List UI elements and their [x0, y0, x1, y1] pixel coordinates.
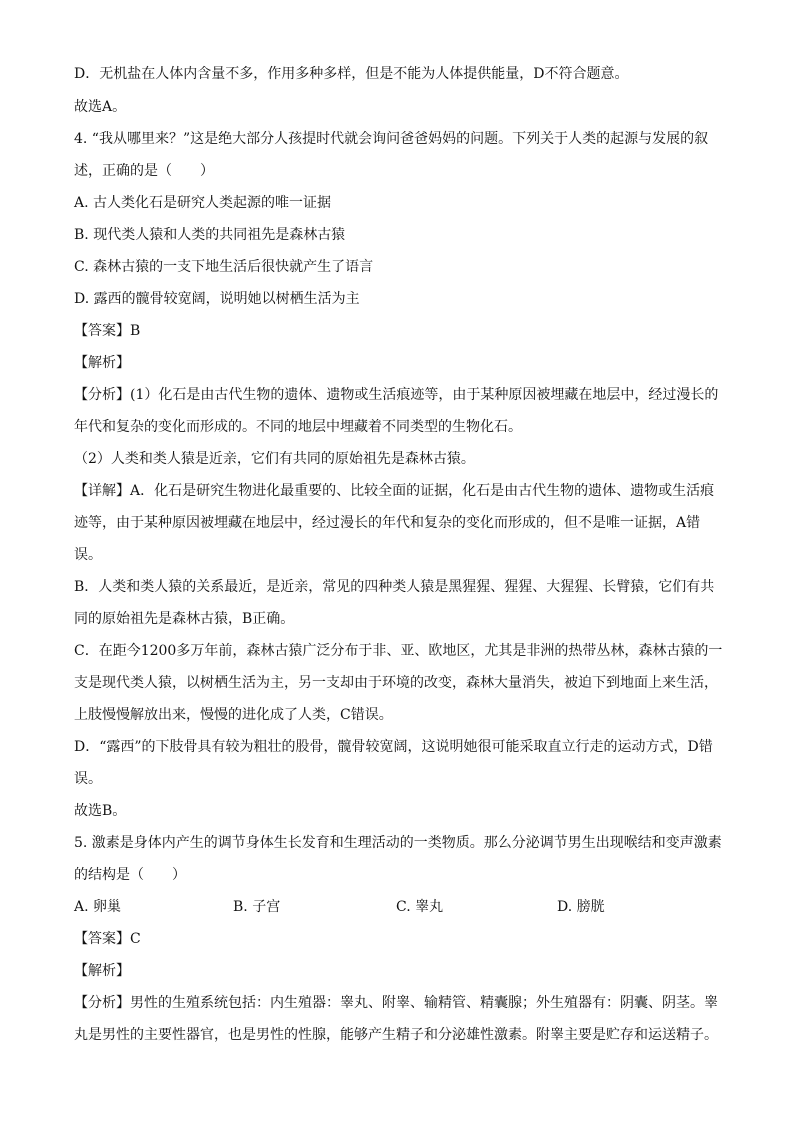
text-line: 【详解】A．化石是研究生物进化最重要的、比较全面的证据，化石是由古代生物的遗体、遗物或生活痕: [74, 483, 715, 499]
option-c: C. 森林古猿的一支下地生活后很快就产生了语言: [74, 259, 374, 275]
q5-option-c: C. 睾丸: [396, 899, 444, 915]
question-4-stem: 4. “我从哪里来？”这是绝大部分人孩提时代就会询问爸爸妈妈的问题。下列关于人类的起源与发展的叙: [74, 131, 709, 147]
text-line: 支是现代类人猿，以树栖生活为主，另一支却由于环境的改变，森林大量消失，被迫下到地面上来生活，: [74, 675, 718, 691]
text-line: B．人类和类人猿的关系最近，是近亲，常见的四种类人猿是黑猩猩、猩猩、大猩猩、长臂猿，它们有共: [74, 579, 715, 595]
text-line: 丸是男性的主要性器官，也是男性的性腺，能够产生精子和分泌雄性激素。附睾主要是贮存和运送精子。: [74, 1027, 718, 1043]
text-line: 迹等，由于某种原因被埋藏在地层中，经过漫长的年代和复杂的变化而形成的，但不是唯一证据，A错: [74, 515, 701, 531]
option-a: A. 古人类化石是研究人类起源的唯一证据: [74, 195, 332, 211]
text-line: 上肢慢慢解放出来，慢慢的进化成了人类，C错误。: [74, 707, 393, 723]
text-line: 误。: [74, 547, 102, 563]
text-line: 【分析】男性的生殖系统包括：内生殖器：睾丸、附睾、输精管、精囊腺；外生殖器有：阴囊、阴茎。睾: [74, 995, 718, 1011]
analysis-label: 【解析】: [74, 963, 130, 979]
text-line: 故选B。: [74, 803, 127, 819]
question-5-stem: 5. 激素是身体内产生的调节身体生长发育和生理活动的一类物质。那么分泌调节男生出现喉结和变声激素: [74, 835, 722, 851]
text-line: D．无机盐在人体内含量不多，作用多种多样，但是不能为人体提供能量，D不符合题意。: [74, 66, 629, 82]
text-line: （2）人类和类人猿是近亲，它们有共同的原始祖先是森林古猿。: [74, 451, 475, 467]
text-line: 述，正确的是（ ）: [74, 163, 214, 179]
text-line: D．“露西”的下肢骨具有较为粗壮的股骨，髋骨较宽阔，这说明她很可能采取直立行走的运动方式，D错: [74, 739, 713, 755]
text-line: 故选A。: [74, 99, 127, 115]
text-line: 误。: [74, 771, 102, 787]
option-d: D. 露西的髋骨较宽阔，说明她以树栖生活为主: [74, 291, 360, 307]
text-line: 同的原始祖先是森林古猿，B正确。: [74, 611, 295, 627]
answer-label: 【答案】C: [74, 931, 141, 947]
q5-option-d: D. 膀胱: [557, 899, 605, 915]
text-line: C．在距今1200多万年前，森林古猿广泛分布于非、亚、欧地区，尤其是非洲的热带丛林，森林古猿的一: [74, 643, 723, 659]
analysis-label: 【解析】: [74, 355, 130, 371]
option-b: B. 现代类人猿和人类的共同祖先是森林古猿: [74, 227, 346, 243]
text-line: 年代和复杂的变化而形成的。不同的地层中埋藏着不同类型的生物化石。: [74, 419, 522, 435]
q5-option-a: A. 卵巢: [74, 899, 122, 915]
answer-label: 【答案】B: [74, 323, 141, 339]
text-line: 【分析】(1）化石是由古代生物的遗体、遗物或生活痕迹等，由于某种原因被埋藏在地层中，经过漫长的: [74, 387, 719, 403]
text-line: 的结构是（ ）: [74, 867, 186, 883]
q5-option-b: B. 子宫: [233, 899, 281, 915]
